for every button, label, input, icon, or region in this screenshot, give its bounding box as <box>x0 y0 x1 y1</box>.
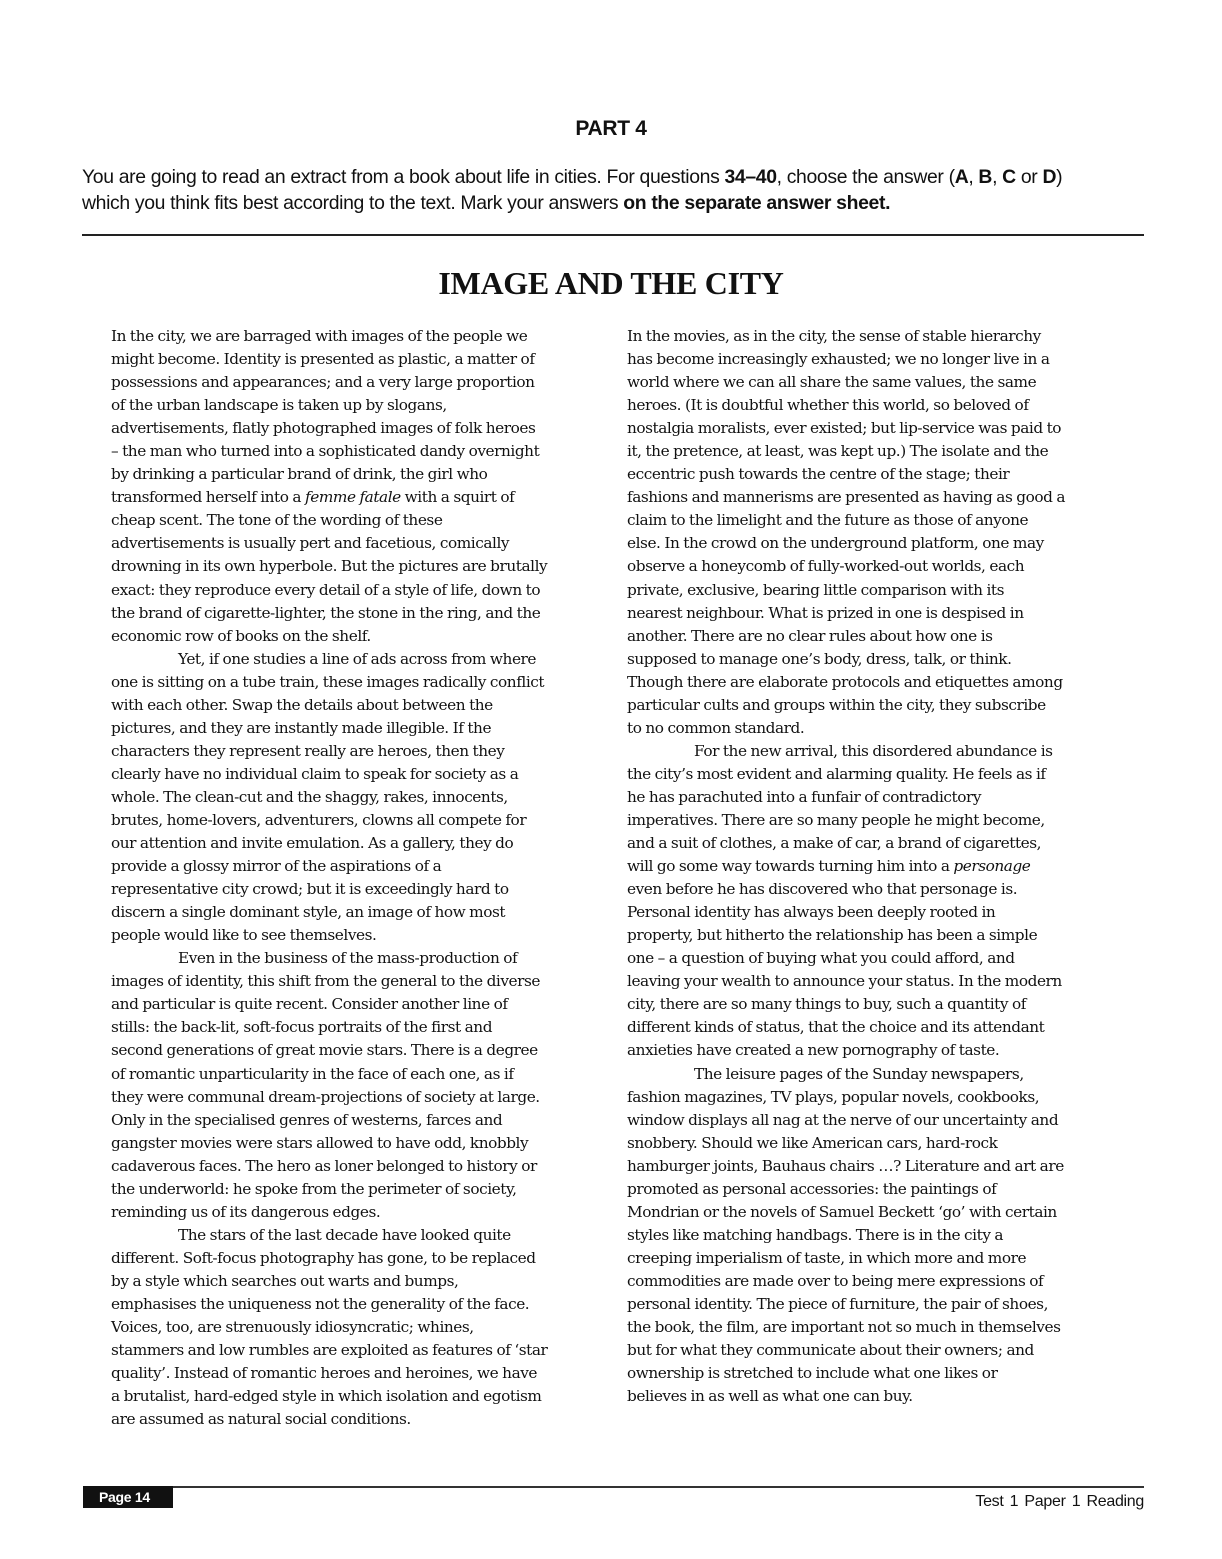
option-a: A <box>954 166 969 188</box>
text-line: representative city crowd; but it is exceedingly hard to <box>111 880 509 899</box>
text-line: different. Soft-focus photography has gone, to be replaced <box>111 1248 536 1267</box>
text-line: observe a honeycomb of fully-worked-out worlds, each <box>627 557 1025 576</box>
text-line: stammers and low rumbles are exploited as features of ‘star <box>111 1341 548 1360</box>
text-line: he has parachuted into a funfair of contradictory <box>627 787 982 806</box>
text-line: quality’. Instead of romantic heroes and heroines, we have <box>111 1364 538 1383</box>
text-line: different kinds of status, that the choice and its attendant <box>627 1018 1045 1037</box>
text-line: gangster movies were stars allowed to have odd, knobbly <box>111 1133 529 1152</box>
text-line: the brand of cigarette-lighter, the stone in the ring, and the <box>111 603 541 622</box>
text-line: The leisure pages of the Sunday newspapers, <box>694 1064 1024 1083</box>
text-line: the city’s most evident and alarming quality. He feels as if <box>627 764 1046 783</box>
text-line: Though there are elaborate protocols and etiquettes among <box>627 672 1063 691</box>
footer-divider <box>172 1486 1144 1488</box>
text-line: The stars of the last decade have looked quite <box>178 1225 511 1244</box>
text-line: emphasises the uniqueness not the generality of the face. <box>111 1294 530 1313</box>
text-line: cheap scent. The tone of the wording of these <box>111 511 443 530</box>
text-line: city, there are so many things to buy, such a quantity of <box>627 995 1026 1014</box>
text-line: eccentric push towards the centre of the stage; their <box>627 465 1010 484</box>
text-line: Even in the business of the mass-production of <box>178 949 518 968</box>
text-line: nearest neighbour. What is prized in one is despised in <box>627 603 1024 622</box>
text-line: ownership is stretched to include what one likes or <box>627 1364 998 1383</box>
instructions <box>82 164 1152 216</box>
option-d: D <box>1042 166 1057 188</box>
text-line: provide a glossy mirror of the aspirations of a <box>111 857 442 876</box>
text-line: pictures, and they are instantly made illegible. If the <box>111 718 492 737</box>
text-line: particular cults and groups within the city, they subscribe <box>627 695 1046 714</box>
text-line: heroes. (It is doubtful whether this world, so beloved of <box>627 396 1029 415</box>
text-line: one is sitting on a tube train, these images radically conflict <box>111 672 545 691</box>
text-line: anxieties have created a new pornography of taste. <box>627 1041 1000 1060</box>
page-number-badge: Page 14 <box>83 1486 173 1508</box>
separator: , <box>968 166 979 188</box>
text-line: fashion magazines, TV plays, popular novels, cookbooks, <box>627 1087 1040 1106</box>
text-line: Only in the specialised genres of westerns, farces and <box>111 1110 503 1129</box>
text-line: another. There are no clear rules about how one is <box>627 626 993 645</box>
answer-sheet-note: on the separate answer sheet. <box>623 192 891 214</box>
text-line <box>627 855 1127 878</box>
text-line: styles like matching handbags. There is in the city a <box>627 1225 1004 1244</box>
text-fragment: will go some way towards turning him into a <box>627 857 954 876</box>
instructions-text: which you think fits best according to the text. Mark your answers <box>82 192 624 214</box>
separator: , <box>992 166 1003 188</box>
text-line: characters they represent really are heroes, then they <box>111 741 505 760</box>
part-title: PART 4 <box>575 117 647 140</box>
text-line: the underworld: he spoke from the perimeter of society, <box>111 1179 517 1198</box>
text-line: For the new arrival, this disordered abundance is <box>694 741 1053 760</box>
text-line: imperatives. There are so many people he might become, <box>627 810 1045 829</box>
text-line: exact: they reproduce every detail of a style of life, down to <box>111 580 541 599</box>
option-b: B <box>978 166 993 188</box>
text-line: and a suit of clothes, a make of car, a brand of cigarettes, <box>627 834 1042 853</box>
right-column <box>627 325 1127 1408</box>
text-line: snobbery. Should we like American cars, hard-rock <box>627 1133 998 1152</box>
text-line: but for what they communicate about their owners; and <box>627 1341 1034 1360</box>
text-line: nostalgia moralists, ever existed; but lip-service was paid to <box>627 419 1062 438</box>
separator: or <box>1015 166 1043 188</box>
text-line: advertisements, flatly photographed images of folk heroes <box>111 419 536 438</box>
text-line: private, exclusive, bearing little comparison with its <box>627 580 1005 599</box>
text-line: people would like to see themselves. <box>111 926 377 945</box>
text-line: Voices, too, are strenuously idiosyncratic; whines, <box>111 1318 474 1337</box>
text-line: are assumed as natural social conditions. <box>111 1410 411 1429</box>
text-line: with each other. Swap the details about between the <box>111 695 493 714</box>
text-line: brutes, home-lovers, adventurers, clowns all compete for <box>111 810 527 829</box>
text-line: even before he has discovered who that personage is. <box>627 880 1018 899</box>
text-line <box>111 486 611 509</box>
question-range: 34–40 <box>724 166 777 188</box>
text-fragment: with a squirt of <box>400 488 515 507</box>
text-line: Personal identity has always been deeply rooted in <box>627 903 996 922</box>
text-line: believes in as well as what one can buy. <box>627 1387 913 1406</box>
test-paper-label: Test 1 Paper 1 Reading <box>975 1493 1144 1510</box>
text-line: by a style which searches out warts and bumps, <box>111 1271 459 1290</box>
text-line: creeping imperialism of taste, in which more and more <box>627 1248 1027 1267</box>
text-line: Yet, if one studies a line of ads across from where <box>178 649 537 668</box>
text-line: – the man who turned into a sophisticated dandy overnight <box>111 442 540 461</box>
text-line: images of identity, this shift from the general to the diverse <box>111 972 541 991</box>
text-line: of romantic unparticularity in the face of each one, as if <box>111 1064 514 1083</box>
text-line: promoted as personal accessories: the paintings of <box>627 1179 997 1198</box>
separator: ) <box>1056 166 1063 188</box>
instructions-text: You are going to read an extract from a book about life in cities. For questions <box>82 166 725 188</box>
text-line: cadaverous faces. The hero as loner belonged to history or <box>111 1156 537 1175</box>
text-line: In the movies, as in the city, the sense of stable hierarchy <box>627 327 1041 345</box>
text-line: by drinking a particular brand of drink, the girl who <box>111 465 488 484</box>
text-line: and particular is quite recent. Consider another line of <box>111 995 508 1014</box>
instructions-line-1 <box>82 164 1152 190</box>
text-line: commodities are made over to being mere expressions of <box>627 1271 1044 1290</box>
article-title: IMAGE AND THE CITY <box>438 265 784 301</box>
text-line: world where we can all share the same values, the same <box>627 373 1037 392</box>
text-line: a brutalist, hard-edged style in which isolation and egotism <box>111 1387 542 1406</box>
option-c: C <box>1002 166 1016 188</box>
text-line: they were communal dream-projections of society at large. <box>111 1087 540 1106</box>
text-line: fashions and mannerisms are presented as having as good a <box>627 488 1066 507</box>
text-line: our attention and invite emulation. As a gallery, they do <box>111 834 514 853</box>
text-line: second generations of great movie stars. There is a degree <box>111 1041 538 1060</box>
text-line: whole. The clean-cut and the shaggy, rakes, innocents, <box>111 787 508 806</box>
text-line: reminding us of its dangerous edges. <box>111 1202 381 1221</box>
text-line: property, but hitherto the relationship has been a simple <box>627 926 1038 945</box>
text-line: clearly have no individual claim to speak for society as a <box>111 764 519 783</box>
text-fragment: transformed herself into a <box>111 488 306 507</box>
text-line: In the city, we are barraged with images of the people we <box>111 327 528 345</box>
text-line: advertisements is usually pert and facetious, comically <box>111 534 510 553</box>
left-column <box>111 325 611 1431</box>
text-line: hamburger joints, Bauhaus chairs …? Literature and art are <box>627 1156 1064 1175</box>
text-line: else. In the crowd on the underground platform, one may <box>627 534 1044 553</box>
italic-term: personage <box>953 857 1031 876</box>
text-line: to no common standard. <box>627 718 805 737</box>
text-line: might become. Identity is presented as plastic, a matter of <box>111 350 535 369</box>
text-line: window displays all nag at the nerve of our uncertainty and <box>627 1110 1059 1129</box>
text-line: drowning in its own hyperbole. But the pictures are brutally <box>111 557 548 576</box>
text-line: claim to the limelight and the future as those of anyone <box>627 511 1029 530</box>
header-divider <box>82 234 1144 236</box>
text-line: one – a question of buying what you could afford, and <box>627 949 1015 968</box>
text-line: economic row of books on the shelf. <box>111 626 371 645</box>
instructions-text: , choose the answer ( <box>776 166 955 188</box>
italic-term: femme fatale <box>305 488 401 507</box>
text-line: Mondrian or the novels of Samuel Beckett ‘go’ with certain <box>627 1202 1057 1221</box>
text-line: of the urban landscape is taken up by slogans, <box>111 396 447 415</box>
text-line: the book, the film, are important not so much in themselves <box>627 1318 1061 1337</box>
text-line: it, the pretence, at least, was kept up.) The isolate and the <box>627 442 1049 461</box>
text-line: stills: the back-lit, soft-focus portraits of the first and <box>111 1018 493 1037</box>
text-line: has become increasingly exhausted; we no longer live in a <box>627 350 1050 369</box>
text-line: possessions and appearances; and a very large proportion <box>111 373 535 392</box>
text-line: discern a single dominant style, an image of how most <box>111 903 506 922</box>
text-line: personal identity. The piece of furniture, the pair of shoes, <box>627 1294 1048 1313</box>
instructions-line-2 <box>82 190 1152 216</box>
text-line: leaving your wealth to announce your status. In the modern <box>627 972 1062 991</box>
text-line: supposed to manage one’s body, dress, talk, or think. <box>627 649 1012 668</box>
